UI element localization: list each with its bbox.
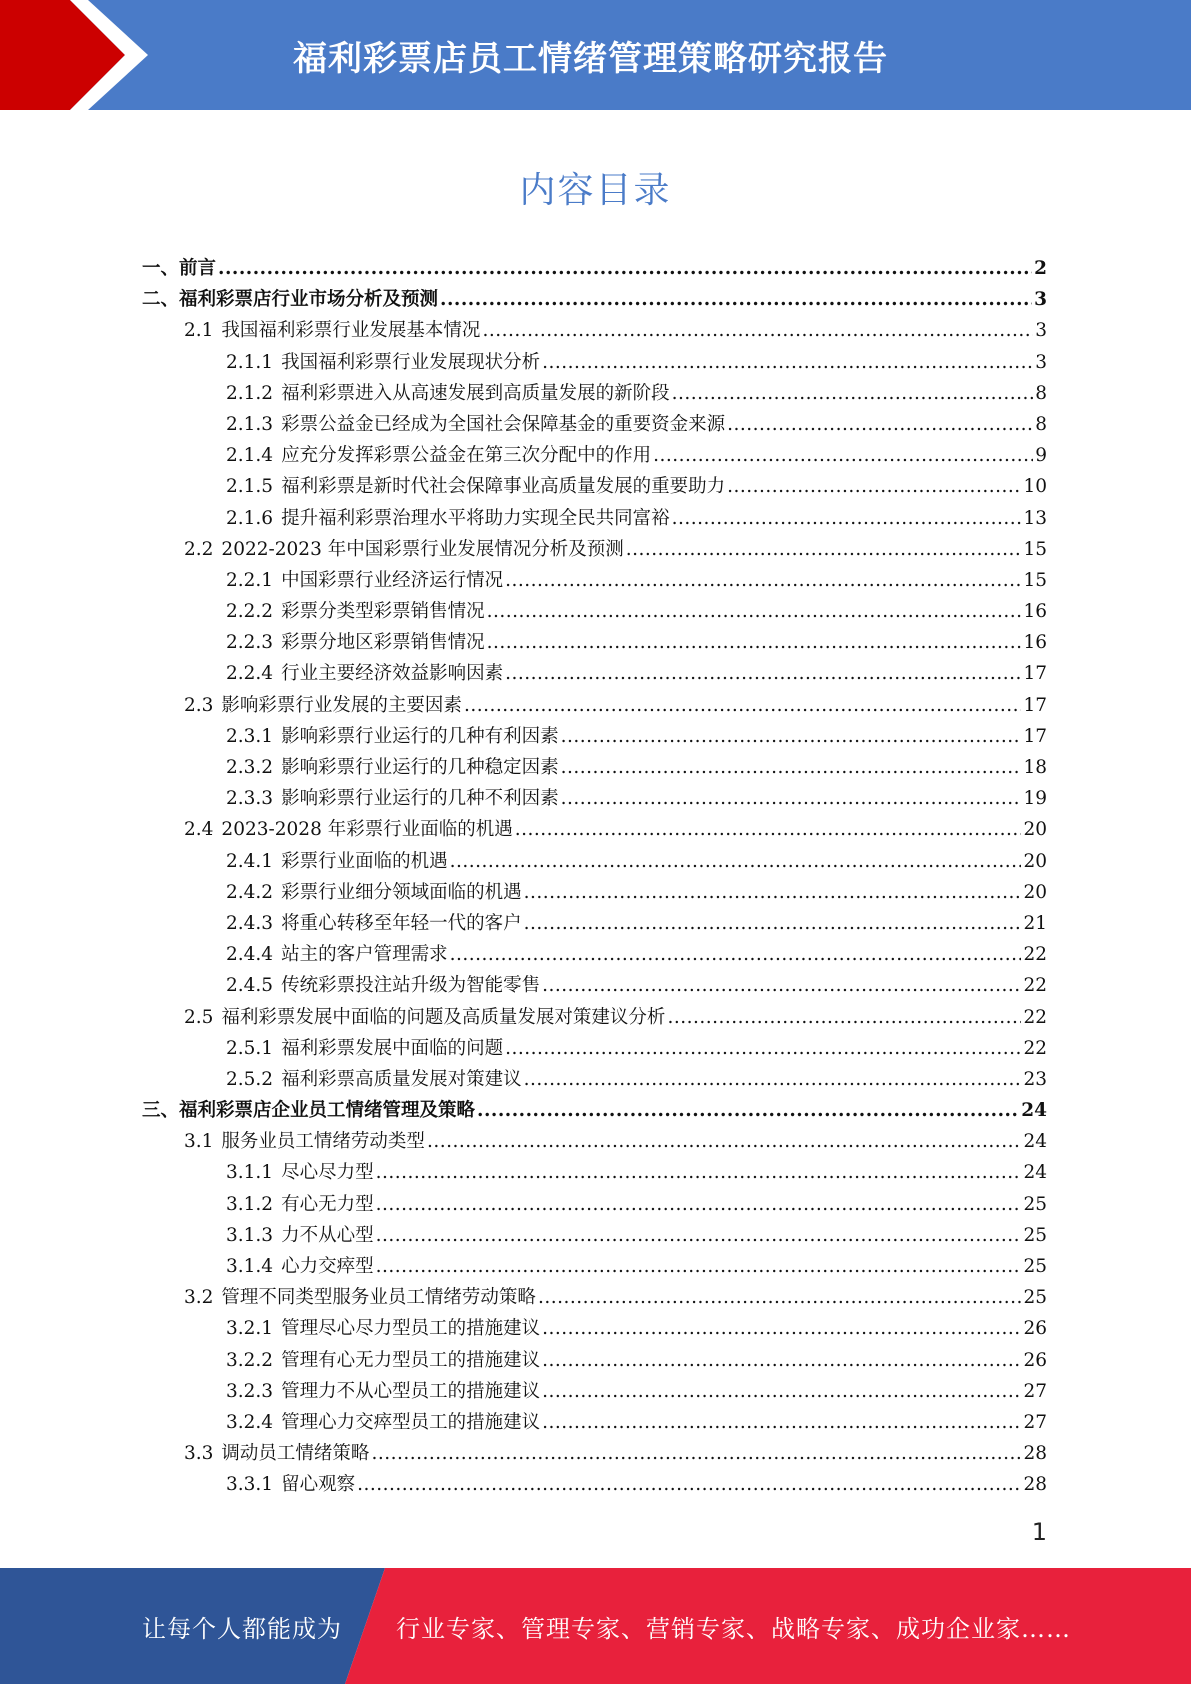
chevron-decoration-icon: [0, 0, 160, 110]
toc-leader-dots: [371, 1443, 1021, 1464]
toc-entry[interactable]: [142, 628, 1047, 659]
toc-leader-dots: [542, 1381, 1021, 1402]
toc-entry[interactable]: [142, 878, 1047, 909]
toc-entry-title: 尽心尽力型: [281, 1162, 374, 1184]
toc-entry[interactable]: [142, 940, 1047, 971]
toc-entry-title: 影响彩票行业运行的几种不利因素: [281, 788, 559, 810]
toc-entry-number: 2.2.1: [226, 569, 274, 591]
toc-entry-number: 2.4: [184, 819, 214, 841]
toc-entry[interactable]: [142, 722, 1047, 753]
toc-entry-number: 2.5.1: [226, 1037, 274, 1059]
toc-entry-number: 3.2.2: [226, 1349, 274, 1371]
toc-entry[interactable]: [142, 753, 1047, 784]
toc-entry[interactable]: [142, 566, 1047, 597]
toc-entry-number: 2.2: [184, 538, 214, 560]
toc-entry-title: 提升福利彩票治理水平将助力实现全民共同富裕: [281, 507, 670, 529]
toc-leader-dots: [487, 601, 1022, 622]
toc-leader-dots: [450, 944, 1022, 965]
toc-entry[interactable]: [142, 410, 1047, 441]
toc-leader-dots: [505, 663, 1021, 684]
toc-entry-title: 调动员工情绪策略: [221, 1443, 370, 1465]
toc-entry[interactable]: [142, 472, 1047, 503]
toc-entry[interactable]: [142, 784, 1047, 815]
toc-entry-number: 2.1: [184, 320, 214, 342]
toc-entry-page: 26: [1023, 1349, 1047, 1371]
toc-entry[interactable]: [142, 1470, 1047, 1501]
toc-entry-number: 3.2.3: [226, 1380, 274, 1402]
toc-leader-dots: [357, 1474, 1021, 1495]
toc-entry-number: 3.3.1: [226, 1474, 274, 1496]
toc-entry[interactable]: [142, 847, 1047, 878]
toc-heading: 内容目录: [519, 170, 672, 211]
toc-leader-dots: [505, 1038, 1021, 1059]
toc-entry-title: 管理心力交瘁型员工的措施建议: [281, 1411, 541, 1433]
toc-leader-dots: [524, 913, 1022, 934]
toc-entry-title: 福利彩票是新时代社会保障事业高质量发展的重要助力: [281, 476, 726, 498]
toc-entry-title: 行业主要经济效益影响因素: [281, 663, 504, 685]
toc-entry-number: 2.1.5: [226, 476, 274, 498]
toc-entry[interactable]: [142, 1190, 1047, 1221]
toc-entry-number: 2.4.4: [226, 944, 274, 966]
toc-entry-title: 管理不同类型服务业员工情绪劳动策略: [221, 1287, 536, 1309]
toc-leader-dots: [487, 632, 1022, 653]
toc-entry[interactable]: [142, 1158, 1047, 1189]
toc-entry-title: 力不从心型: [281, 1224, 374, 1246]
toc-leader-dots: [672, 508, 1022, 529]
toc-entry-number: 2.1.4: [226, 445, 274, 467]
toc-entry-page: 22: [1023, 975, 1047, 997]
toc-entry-page: 27: [1023, 1380, 1047, 1402]
toc-leader-dots: [561, 788, 1022, 809]
toc-entry-page: 22: [1023, 944, 1047, 966]
toc-entry-page: 15: [1023, 569, 1047, 591]
toc-entry-title: 留心观察: [281, 1474, 356, 1496]
toc-entry-number: 一、: [142, 258, 180, 279]
toc-entry[interactable]: [142, 1065, 1047, 1096]
toc-entry-page: 24: [1023, 1131, 1047, 1153]
toc-leader-dots: [542, 975, 1021, 996]
toc-entry-number: 2.1.3: [226, 413, 274, 435]
toc-entry[interactable]: [142, 379, 1047, 410]
toc-entry-number: 2.4.5: [226, 975, 274, 997]
toc-entry[interactable]: [142, 316, 1047, 347]
toc-entry-title: 福利彩票发展中面临的问题: [281, 1037, 504, 1059]
toc-entry-title: 传统彩票投注站升级为智能零售: [281, 975, 541, 997]
toc-entry-number: 2.5: [184, 1006, 214, 1028]
table-of-contents: [142, 254, 1047, 1502]
toc-leader-dots: [542, 1412, 1021, 1433]
toc-entry-title: 福利彩票店企业员工情绪管理及策略: [179, 1100, 476, 1122]
toc-entry-page: 21: [1023, 912, 1047, 934]
toc-entry-page: 23: [1023, 1068, 1047, 1090]
toc-entry-page: 25: [1023, 1193, 1047, 1215]
toc-entry-title: 将重心转移至年轻一代的客户: [281, 912, 522, 934]
toc-entry-page: 25: [1023, 1224, 1047, 1246]
toc-entry-number: 2.1.2: [226, 382, 274, 404]
toc-entry-title: 中国彩票行业经济运行情况: [281, 569, 504, 591]
toc-entry-number: 3.1.2: [226, 1193, 274, 1215]
toc-entry-number: 3.1: [184, 1131, 214, 1153]
toc-entry[interactable]: [142, 535, 1047, 566]
toc-entry-page: 3: [1035, 351, 1047, 373]
toc-leader-dots: [538, 1287, 1022, 1308]
toc-entry-page: 17: [1023, 694, 1047, 716]
toc-entry-title: 2023-2028 年彩票行业面临的机遇: [221, 819, 513, 841]
footer-banner: [0, 1568, 1191, 1684]
toc-entry[interactable]: [142, 1314, 1047, 1345]
toc-leader-dots: [542, 1318, 1021, 1339]
toc-entry-title: 应充分发挥彩票公益金在第三次分配中的作用: [281, 445, 652, 467]
toc-entry-number: 2.2.2: [226, 601, 274, 623]
toc-leader-dots: [450, 851, 1022, 872]
toc-leader-dots: [376, 1256, 1022, 1277]
toc-entry[interactable]: [142, 1346, 1047, 1377]
report-title: 福利彩票店员工情绪管理策略研究报告: [293, 38, 888, 79]
toc-entry-page: 8: [1035, 413, 1047, 435]
toc-entry-number: 2.3.2: [226, 757, 274, 778]
toc-leader-dots: [464, 695, 1022, 716]
toc-entry-page: 16: [1023, 601, 1047, 623]
toc-entry-title: 福利彩票进入从高速发展到高质量发展的新阶段: [281, 382, 670, 404]
toc-entry[interactable]: [142, 597, 1047, 628]
toc-entry-title: 服务业员工情绪劳动类型: [221, 1131, 425, 1153]
toc-entry-title: 影响彩票行业运行的几种有利因素: [281, 725, 559, 747]
toc-entry-number: 三、: [142, 1100, 180, 1122]
toc-leader-dots: [524, 1069, 1022, 1090]
toc-entry-title: 管理尽心尽力型员工的措施建议: [281, 1318, 541, 1340]
toc-entry-title: 站主的客户管理需求: [281, 944, 448, 966]
toc-entry-number: 3.3: [184, 1443, 214, 1465]
toc-entry-title: 影响彩票行业运行的几种稳定因素: [281, 757, 559, 778]
toc-entry-title: 彩票公益金已经成为全国社会保障基金的重要资金来源: [281, 413, 726, 435]
toc-entry-page: 19: [1023, 788, 1047, 810]
toc-leader-dots: [376, 1194, 1022, 1215]
toc-entry[interactable]: [142, 691, 1047, 722]
toc-entry-page: 15: [1023, 538, 1047, 560]
toc-entry-number: 2.1.1: [226, 351, 274, 373]
toc-entry-page: 17: [1023, 725, 1047, 747]
toc-leader-dots: [727, 476, 1021, 497]
toc-entry-page: 9: [1035, 445, 1047, 467]
toc-entry-number: 2.4.1: [226, 850, 274, 872]
toc-entry[interactable]: [142, 285, 1047, 316]
toc-entry-number: 3.1.1: [226, 1162, 274, 1184]
toc-entry-page: 8: [1035, 382, 1047, 404]
toc-leader-dots: [542, 1350, 1021, 1371]
toc-entry-page: 24: [1023, 1162, 1047, 1184]
toc-entry[interactable]: [142, 1283, 1047, 1314]
toc-entry-number: 二、: [142, 289, 180, 311]
toc-entry-number: 2.3: [184, 694, 214, 716]
toc-entry-page: 17: [1023, 663, 1047, 685]
toc-leader-dots: [515, 819, 1022, 840]
toc-entry[interactable]: [142, 348, 1047, 379]
toc-entry[interactable]: [142, 1034, 1047, 1065]
toc-entry-title: 福利彩票发展中面临的问题及高质量发展对策建议分析: [221, 1006, 666, 1028]
toc-entry-page: 22: [1023, 1037, 1047, 1059]
toc-entry[interactable]: [142, 441, 1047, 472]
toc-entry[interactable]: [142, 1439, 1047, 1470]
toc-entry-number: 2.5.2: [226, 1068, 274, 1090]
toc-entry[interactable]: [142, 1221, 1047, 1252]
toc-entry[interactable]: [142, 1408, 1047, 1439]
toc-entry-number: 3.2: [184, 1287, 214, 1309]
toc-entry-page: 3: [1034, 289, 1047, 311]
toc-entry-title: 彩票分类型彩票销售情况: [281, 601, 485, 623]
toc-leader-dots: [524, 882, 1022, 903]
toc-entry[interactable]: [142, 659, 1047, 690]
toc-entry-title: 2022-2023 年中国彩票行业发展情况分析及预测: [221, 538, 624, 560]
toc-entry[interactable]: [142, 971, 1047, 1002]
toc-entry[interactable]: [142, 815, 1047, 846]
toc-leader-dots: [727, 414, 1033, 435]
toc-entry-number: 2.1.6: [226, 507, 274, 529]
toc-entry-number: 2.3.3: [226, 788, 274, 810]
toc-leader-dots: [561, 726, 1022, 747]
toc-entry[interactable]: [142, 504, 1047, 535]
toc-entry-number: 3.2.4: [226, 1411, 274, 1433]
toc-entry-page: 18: [1023, 757, 1047, 778]
toc-entry-page: 28: [1023, 1443, 1047, 1465]
toc-entry-page: 16: [1023, 632, 1047, 654]
footer-slogan-right: 行业专家、管理专家、营销专家、战略专家、成功企业家……: [396, 1614, 1071, 1643]
header-banner: [0, 0, 1191, 110]
footer-slogan-left: 让每个人都能成为: [142, 1614, 342, 1643]
toc-entry-title: 福利彩票高质量发展对策建议: [281, 1068, 522, 1090]
page-number: 1: [1031, 1518, 1047, 1546]
toc-entry-title: 心力交瘁型: [281, 1256, 374, 1277]
toc-entry-title: 彩票分地区彩票销售情况: [281, 632, 485, 654]
toc-entry-title: 彩票行业细分领域面临的机遇: [281, 881, 522, 903]
toc-entry-number: 2.2.3: [226, 632, 274, 654]
toc-entry-number: 3.1.4: [226, 1256, 274, 1277]
toc-entry-title: 我国福利彩票行业发展基本情况: [221, 320, 481, 342]
toc-leader-dots: [653, 445, 1033, 466]
toc-leader-dots: [376, 1162, 1022, 1183]
toc-entry[interactable]: [142, 1377, 1047, 1408]
toc-leader-dots: [376, 1225, 1022, 1246]
toc-entry-page: 2: [1034, 258, 1047, 279]
toc-entry-title: 彩票行业面临的机遇: [281, 850, 448, 872]
toc-entry[interactable]: [142, 909, 1047, 940]
toc-entry-number: 3.1.3: [226, 1224, 274, 1246]
toc-entry-page: 10: [1023, 476, 1047, 498]
toc-entry-page: 22: [1023, 1006, 1047, 1028]
toc-leader-dots: [218, 258, 1032, 279]
toc-entry-title: 福利彩票店行业市场分析及预测: [179, 289, 439, 311]
toc-entry-page: 20: [1023, 819, 1047, 841]
toc-entry-number: 2.3.1: [226, 725, 274, 747]
toc-leader-dots: [477, 1100, 1019, 1121]
toc-entry[interactable]: [142, 1096, 1047, 1127]
toc-entry-page: 20: [1023, 850, 1047, 872]
toc-leader-dots: [672, 383, 1034, 404]
toc-entry-page: 24: [1021, 1100, 1047, 1122]
toc-leader-dots: [667, 1007, 1021, 1028]
toc-leader-dots: [561, 757, 1022, 778]
toc-leader-dots: [440, 289, 1032, 310]
toc-entry-title: 管理有心无力型员工的措施建议: [281, 1349, 541, 1371]
toc-entry-number: 3.2.1: [226, 1318, 274, 1340]
toc-entry-page: 27: [1023, 1411, 1047, 1433]
toc-entry-page: 25: [1023, 1256, 1047, 1277]
toc-leader-dots: [427, 1131, 1022, 1152]
toc-entry[interactable]: [142, 1003, 1047, 1034]
toc-leader-dots: [505, 570, 1021, 591]
toc-entry-title: 管理力不从心型员工的措施建议: [281, 1380, 541, 1402]
toc-leader-dots: [626, 539, 1022, 560]
toc-leader-dots: [542, 352, 1033, 373]
toc-leader-dots: [482, 320, 1033, 341]
toc-entry[interactable]: [142, 1127, 1047, 1158]
toc-entry-title: 前言: [179, 258, 217, 279]
toc-entry-page: 20: [1023, 881, 1047, 903]
toc-entry-page: 13: [1023, 507, 1047, 529]
toc-entry-number: 2.4.3: [226, 912, 274, 934]
toc-entry[interactable]: [142, 1252, 1047, 1283]
toc-entry-page: 3: [1035, 320, 1047, 342]
toc-entry-title: 有心无力型: [281, 1193, 374, 1215]
toc-entry-page: 25: [1023, 1287, 1047, 1309]
toc-entry[interactable]: [142, 254, 1047, 285]
toc-entry-number: 2.2.4: [226, 663, 274, 685]
toc-entry-title: 我国福利彩票行业发展现状分析: [281, 351, 541, 373]
toc-entry-page: 28: [1023, 1474, 1047, 1496]
toc-entry-page: 26: [1023, 1318, 1047, 1340]
toc-entry-number: 2.4.2: [226, 881, 274, 903]
toc-entry-title: 影响彩票行业发展的主要因素: [221, 694, 462, 716]
